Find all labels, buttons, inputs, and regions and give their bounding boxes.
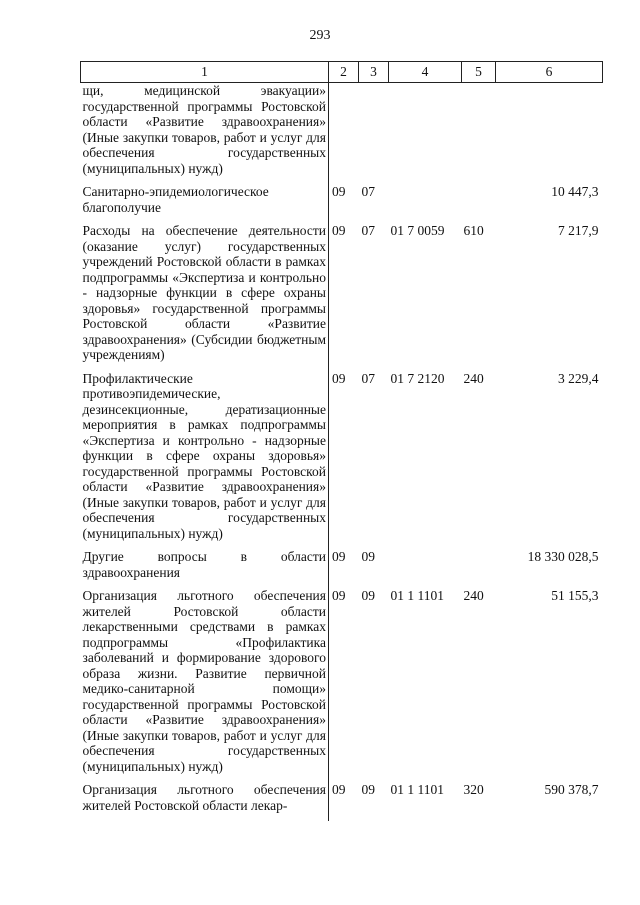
row-amount: 590 378,7 — [544, 782, 599, 797]
header-col-3: 3 — [359, 62, 389, 83]
row-name: Другие вопросы в области здравоохранения — [81, 549, 329, 588]
row-name: Профилактические противоэпидемические, дезинсекционные, дератизационные мероприятия в рамках подпрограммы «Экспертиза и контрольно - надзорные функции в сфере охраны здоровья» государственной программы Ростовской области «Развитие здравоохранения» (Иные закупки товаров, работ и услуг для обеспечения государственных (муниципальных) нужд) — [81, 371, 329, 550]
table-header — [81, 62, 603, 83]
row-section: 09 — [332, 370, 346, 386]
page-number: 293 — [309, 28, 331, 43]
row-expense-type: 240 — [463, 370, 484, 386]
row-subsection: 09 — [361, 782, 375, 797]
row-target-item: 01 1 1101 — [390, 588, 444, 603]
table-row — [81, 371, 603, 550]
row-section: 09 — [332, 184, 346, 199]
row-target-item: 01 7 0059 — [390, 223, 445, 238]
row-subsection: 07 — [361, 184, 375, 199]
row-name: Организация льготного обеспечения жителей Ростовской области лекар- — [81, 782, 329, 821]
header-col-1: 1 — [81, 62, 329, 83]
row-expense-type — [462, 184, 496, 223]
row-target-item — [389, 184, 462, 223]
budget-table — [80, 61, 603, 821]
row-section: 09 — [332, 782, 346, 797]
row-subsection: 09 — [361, 549, 375, 564]
header-col-4: 4 — [389, 62, 462, 83]
row-target-item — [389, 83, 462, 185]
row-amount: 10 447,3 — [551, 184, 599, 199]
row-amount: 51 155,3 — [551, 588, 599, 603]
row-subsection — [359, 83, 389, 185]
table-row — [81, 184, 603, 223]
table-row — [81, 549, 603, 588]
row-name: Организация льготного обеспечения жителей Ростовской области лекарственными средствами в рамках подпрограммы «Профилактика заболеваний и формирование здорового образа жизни. Развитие первичной медико-санитарной помощи» государственной программы Ростовской области «Развитие здравоохранения» (Иные закупки товаров, работ и услуг для обеспечения государственных (муниципальных) нужд) — [81, 588, 329, 782]
table-row — [81, 782, 603, 821]
row-section: 09 — [332, 588, 346, 603]
header-col-6: 6 — [496, 62, 603, 83]
row-subsection: 09 — [361, 588, 375, 603]
row-amount — [496, 83, 603, 185]
header-col-5: 5 — [462, 62, 496, 83]
row-name: Санитарно-эпидемиологическое благополучие — [81, 184, 329, 223]
row-target-item — [389, 549, 462, 588]
row-section: 09 — [332, 549, 346, 564]
table-row — [81, 588, 603, 782]
row-expense-type: 320 — [463, 782, 484, 797]
row-amount: 3 229,4 — [558, 370, 599, 386]
row-section: 09 — [332, 223, 346, 238]
row-name: щи, медицинской эвакуации» государственной программы Ростовской области «Развитие здравоохранения» (Иные закупки товаров, работ и услуг для обеспечения государственных (муниципальных) нужд) — [81, 83, 329, 185]
table-body — [81, 83, 603, 822]
row-amount: 7 217,9 — [558, 223, 599, 238]
row-target-item: 01 7 2120 — [390, 370, 445, 386]
row-expense-type — [462, 83, 496, 185]
row-subsection: 07 — [361, 223, 375, 238]
header-col-2: 2 — [329, 62, 359, 83]
row-name: Расходы на обеспечение деятельности (оказание услуг) государственных учреждений Ростовской области в рамках подпрограммы «Экспертиза и контрольно - надзорные функции в сфере охраны здоровья» государственной программы Ростовской области «Развитие здравоохранения» (Субсидии бюджетным учреждениям) — [81, 223, 329, 371]
row-section — [329, 83, 359, 185]
row-target-item: 01 1 1101 — [390, 782, 444, 797]
row-expense-type — [462, 549, 496, 588]
row-expense-type: 610 — [463, 223, 484, 238]
table-row — [81, 223, 603, 371]
row-amount: 18 330 028,5 — [527, 549, 599, 564]
table-row — [81, 83, 603, 185]
row-expense-type: 240 — [463, 588, 484, 603]
row-subsection: 07 — [361, 370, 375, 386]
